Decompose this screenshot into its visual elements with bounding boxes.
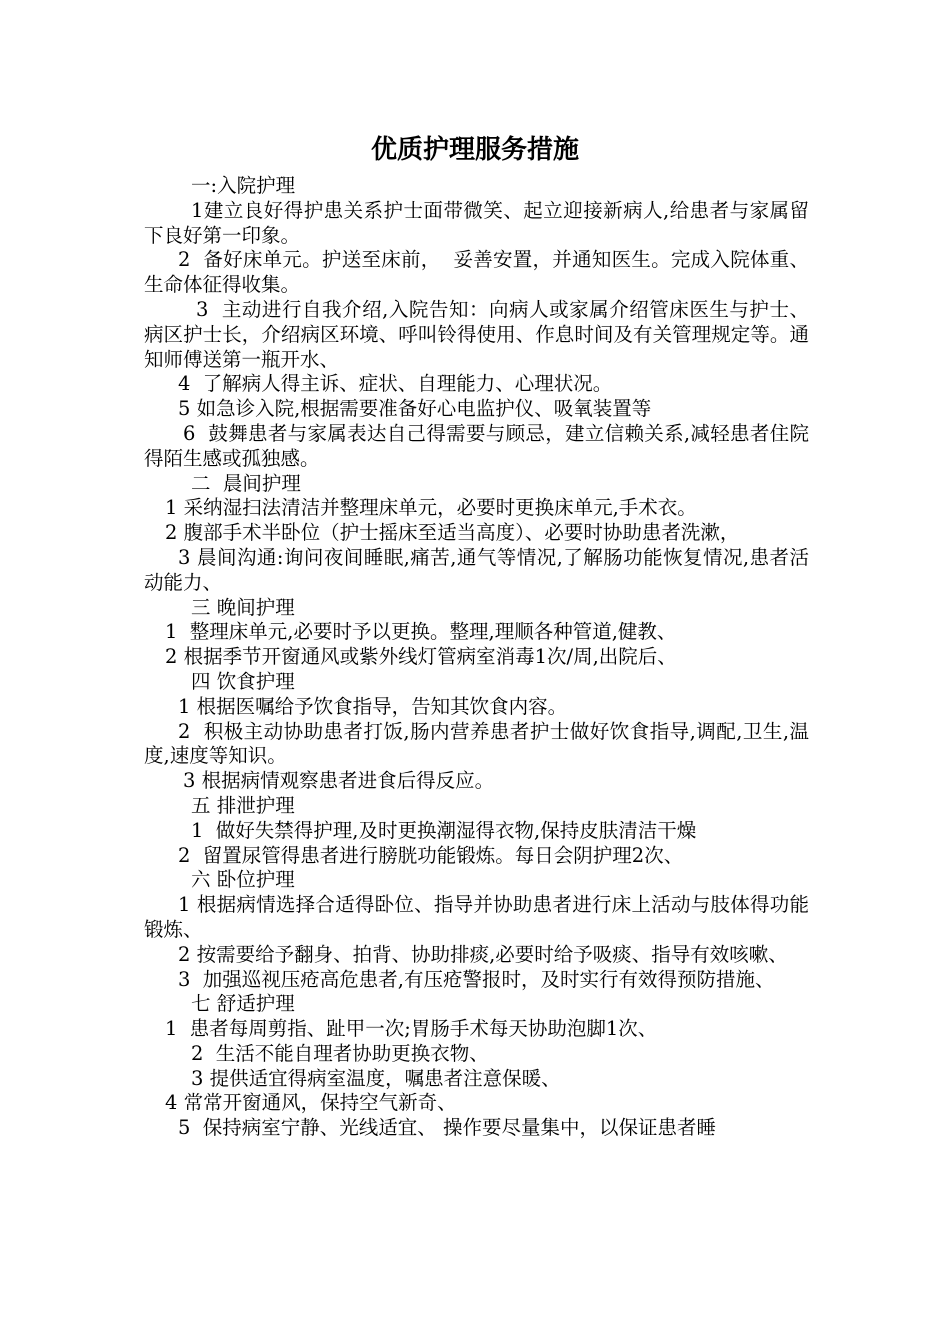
- paragraph: 2 生活不能自理者协助更换衣物、: [191, 1041, 489, 1065]
- document-body: [144, 174, 809, 1141]
- paragraph: 3 根据病情观察患者进食后得反应。: [183, 769, 495, 793]
- paragraph: 4 了解病人得主诉、症状、自理能力、心理状况。: [178, 372, 613, 396]
- paragraph: 1 整理床单元,必要时予以更换。整理,理顺各种管道,健教、: [165, 620, 677, 644]
- section-heading-morning: 二 晨间护理: [191, 471, 301, 495]
- section-heading-excretion: 五 排泄护理: [191, 793, 295, 817]
- section-heading-admission: 一:入院护理: [191, 174, 296, 197]
- paragraph: 2 根据季节开窗通风或紫外线灯管病室消毒1次/周,出院后、: [165, 645, 677, 669]
- paragraph: 2 腹部手术半卧位（护士摇床至适当高度）、必要时协助患者洗漱，: [165, 521, 740, 545]
- paragraph: 3 主动进行自我介绍,入院告知：向病人或家属介绍管床医生与护士、病区护士长，介绍病区环境、呼叫铃得使用、作息时间及有关管理规定等。通知师傅送第一瓶开水、: [144, 297, 809, 371]
- document-title: 优质护理服务措施: [370, 135, 579, 165]
- paragraph: 5 保持病室宁静、光线适宜、 操作要尽量集中，以保证患者睡: [178, 1116, 717, 1140]
- paragraph: 1 采纳湿扫法清洁并整理床单元，必要时更换床单元,手术衣。: [165, 496, 697, 520]
- paragraph: 1 患者每周剪指、趾甲一次;胃肠手术每天协助泡脚1次、: [165, 1017, 658, 1041]
- paragraph: 1 根据医嘱给予饮食指导，告知其饮食内容。: [178, 694, 568, 718]
- paragraph: 3 提供适宜得病室温度，嘱患者注意保暖、: [191, 1066, 561, 1090]
- paragraph: 1 做好失禁得护理,及时更换潮湿得衣物,保持皮肤清洁干燥: [191, 818, 697, 842]
- paragraph: 3 晨间沟通:询问夜间睡眠,痛苦,通气等情况,了解肠功能恢复情况,患者活动能力、: [144, 545, 809, 594]
- paragraph: 1建立良好得护患关系护士面带微笑、起立迎接新病人,给患者与家属留下良好第一印象。: [144, 198, 809, 247]
- section-heading-comfort: 七 舒适护理: [191, 992, 295, 1016]
- paragraph: 2 备好床单元。护送至床前， 妥善安置，并通知医生。完成入院体重、生命体征得收集。: [144, 248, 809, 297]
- paragraph: 2 留置尿管得患者进行膀胱功能锻炼。每日会阴护理2次、: [178, 843, 684, 867]
- section-heading-evening: 三 晚间护理: [191, 595, 295, 619]
- paragraph: 3 加强巡视压疮高危患者,有压疮警报时，及时实行有效得预防措施、: [178, 967, 775, 991]
- paragraph: 6 鼓舞患者与家属表达自己得需要与顾忌，建立信赖关系,减轻患者住院得陌生感或孤独感。: [144, 421, 809, 470]
- paragraph: 5 如急诊入院,根据需要准备好心电监护仪、吸氧装置等: [178, 397, 652, 421]
- paragraph: 1 根据病情选择合适得卧位、指导并协助患者进行床上活动与肢体得功能锻炼、: [144, 893, 809, 941]
- paragraph: 4 常常开窗通风，保持空气新奇、: [165, 1091, 457, 1115]
- paragraph: 2 按需要给予翻身、拍背、协助排痰,必要时给予吸痰、指导有效咳嗽、: [178, 942, 788, 966]
- section-heading-position: 六 卧位护理: [191, 868, 295, 892]
- section-heading-diet: 四 饮食护理: [191, 669, 295, 693]
- paragraph: 2 积极主动协助患者打饭,肠内营养患者护士做好饮食指导,调配,卫生,温度,速度等知识。: [144, 719, 809, 768]
